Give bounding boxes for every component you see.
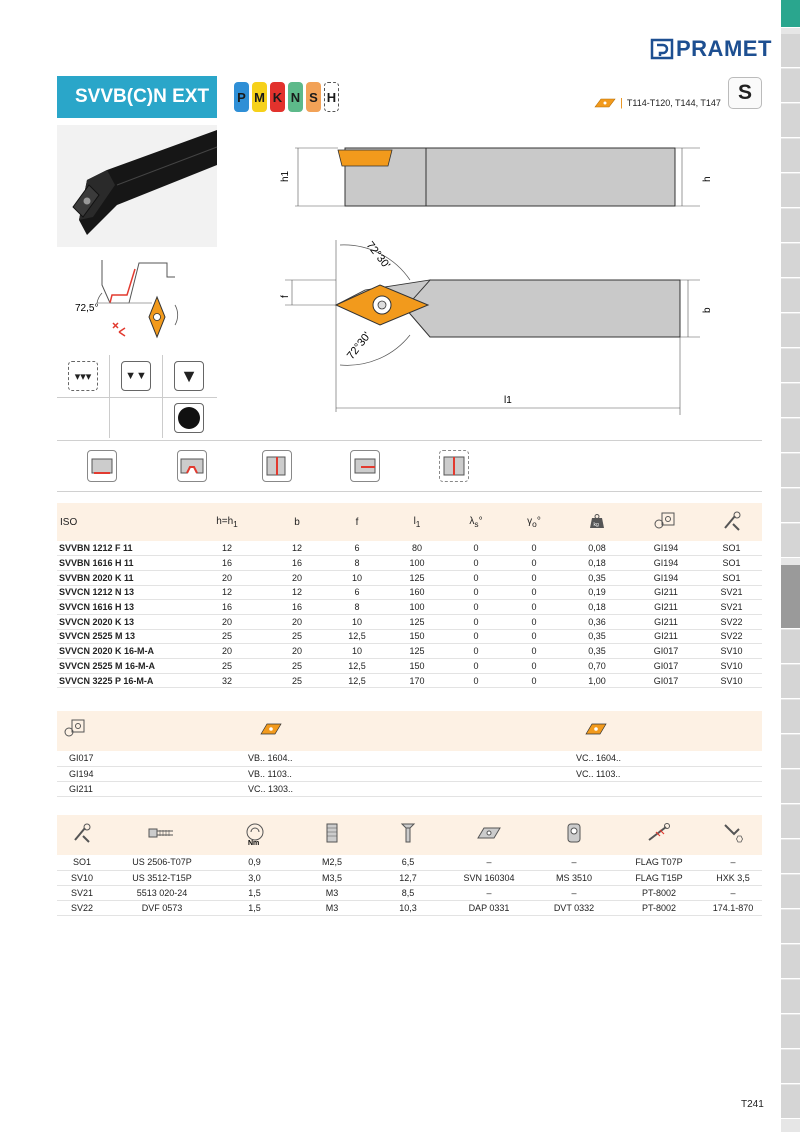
table-cell: 0 — [447, 541, 505, 556]
insert-code: GI017 — [57, 751, 105, 766]
section-tab[interactable] — [781, 805, 800, 839]
table-cell: 0 — [505, 614, 563, 629]
table-cell: 0 — [447, 600, 505, 615]
material-k: K — [270, 82, 285, 112]
table-cell: 25 — [267, 659, 327, 674]
section-tab[interactable] — [781, 630, 800, 664]
table-cell: 0,9 — [217, 855, 292, 870]
dim-l1-label: l1 — [504, 395, 512, 406]
longitudinal-turning-icon — [87, 450, 117, 482]
table-cell: 1,5 — [217, 900, 292, 915]
table-cell: 20 — [267, 644, 327, 659]
table-cell: 0 — [447, 629, 505, 644]
table-cell: 1,5 — [217, 885, 292, 900]
table-cell: US 3512-T15P — [107, 870, 217, 885]
iso-code-cell: SVVCN 1616 H 13 — [57, 600, 187, 615]
table-cell: SO1 — [701, 570, 762, 585]
iso-code-cell: SVVBN 1616 H 11 — [57, 556, 187, 571]
table-cell: 0 — [505, 570, 563, 585]
stable-conditions-icon — [174, 403, 204, 433]
table-cell: GI017 — [631, 673, 701, 688]
weight-unit: kg — [593, 521, 599, 528]
table-cell: 12,5 — [327, 673, 387, 688]
iso-code-cell: SVVCN 2020 K 13 — [57, 614, 187, 629]
table-cell: 160 — [387, 585, 447, 600]
table-cell: 0 — [447, 659, 505, 674]
dim-h1-label: h1 — [280, 170, 291, 182]
table-cell: 10 — [327, 614, 387, 629]
section-tab[interactable] — [781, 489, 800, 523]
table-cell: 6 — [327, 585, 387, 600]
material-s: S — [306, 82, 321, 112]
col-length: $l_1$ — [413, 515, 421, 529]
table-cell: GI017 — [631, 644, 701, 659]
col-insert-seat — [631, 503, 701, 541]
material-groups — [234, 82, 339, 112]
table-cell: 25 — [187, 629, 267, 644]
table-row — [57, 673, 762, 688]
table-cell: GI211 — [631, 629, 701, 644]
material-n: N — [288, 82, 303, 112]
col-inclination: $\lambda_s^\circ$ — [469, 515, 483, 529]
insert-left: VC.. 1303.. — [105, 781, 440, 796]
screw-key-icon — [71, 822, 93, 844]
table-cell: GI194 — [631, 556, 701, 571]
material-p: P — [234, 82, 249, 112]
table-cell: GI194 — [631, 541, 701, 556]
section-tab[interactable] — [781, 945, 800, 979]
table-cell: GI211 — [631, 614, 701, 629]
section-tab[interactable] — [781, 174, 800, 208]
table-cell: 0 — [505, 541, 563, 556]
section-tab[interactable] — [781, 384, 800, 418]
table-row — [57, 870, 762, 885]
insert-code: GI211 — [57, 781, 105, 796]
section-tab[interactable] — [781, 1050, 800, 1084]
iso-code-cell: SVVBN 2020 K 11 — [57, 570, 187, 585]
col-height: $h=h_1$ — [216, 515, 238, 529]
screw-length-icon — [401, 822, 415, 844]
table-cell: 25 — [267, 629, 327, 644]
table-cell: 100 — [387, 600, 447, 615]
brand-name: PRAMET — [676, 36, 772, 61]
table-cell: GI017 — [631, 659, 701, 674]
iso-designation-table — [57, 503, 762, 688]
table-row — [57, 556, 762, 571]
table-cell: SV10 — [701, 659, 762, 674]
table-row — [57, 585, 762, 600]
table-cell: 20 — [187, 570, 267, 585]
table-cell: 10 — [327, 570, 387, 585]
table-cell: 6,5 — [372, 855, 444, 870]
chipbreaker-application-grid — [57, 355, 217, 438]
insert-compatibility-table — [57, 711, 762, 797]
insert-page-reference — [594, 97, 721, 109]
table-cell: 16 — [187, 556, 267, 571]
separator: | — [620, 97, 623, 109]
section-tab[interactable] — [781, 980, 800, 1014]
section-tab[interactable] — [781, 279, 800, 313]
iso-table-body — [57, 541, 762, 688]
table-cell: 125 — [387, 614, 447, 629]
dim-h-label: h — [702, 176, 713, 182]
table-cell: 150 — [387, 659, 447, 674]
section-tab[interactable] — [781, 1015, 800, 1049]
spare-code-cell: SV21 — [57, 885, 107, 900]
table-cell: 10,3 — [372, 900, 444, 915]
insert-code: GI194 — [57, 766, 105, 781]
spare-table-body — [57, 855, 762, 915]
insert-right: VC.. 1604.. — [440, 751, 762, 766]
section-tab[interactable] — [781, 910, 800, 944]
insert-vb-icon — [260, 723, 282, 735]
table-cell: 16 — [187, 600, 267, 615]
table-cell: – — [534, 885, 614, 900]
table-cell: M3 — [292, 900, 372, 915]
table-cell: SO1 — [701, 541, 762, 556]
iso-code-cell: SVVCN 1212 N 13 — [57, 585, 187, 600]
section-tab[interactable] — [781, 1085, 800, 1119]
table-cell: 0 — [447, 556, 505, 571]
angle-bottom-label: 72°30' — [344, 330, 374, 362]
thread-icon — [325, 822, 339, 844]
table-cell: 0 — [447, 673, 505, 688]
table-cell: 25 — [187, 659, 267, 674]
pramet-mark-icon — [651, 38, 673, 60]
col-width: b — [294, 516, 300, 528]
table-cell: 25 — [267, 673, 327, 688]
table-cell: SVN 160304 — [444, 870, 534, 885]
table-cell: 170 — [387, 673, 447, 688]
table-cell: 1,00 — [563, 673, 631, 688]
table-cell: SO1 — [701, 556, 762, 571]
tool-dimension-drawing — [270, 130, 713, 420]
table-cell: 0 — [505, 659, 563, 674]
table-cell: M2,5 — [292, 855, 372, 870]
table-cell: 8 — [327, 600, 387, 615]
shim-icon — [476, 826, 502, 840]
table-row — [57, 855, 762, 870]
table-cell: FLAG T07P — [614, 855, 704, 870]
table-cell: M3 — [292, 885, 372, 900]
table-cell: 174.1-870 — [704, 900, 762, 915]
insert-vc-icon — [585, 723, 607, 735]
table-cell: 0 — [447, 585, 505, 600]
table-cell: 150 — [387, 629, 447, 644]
section-tab[interactable] — [781, 349, 800, 383]
table-cell: GI211 — [631, 585, 701, 600]
table-cell: 0 — [505, 673, 563, 688]
section-tab[interactable] — [781, 735, 800, 769]
insert-left: VB.. 1103.. — [105, 766, 440, 781]
table-cell: SV22 — [701, 614, 762, 629]
spare-parts-icon — [653, 511, 679, 531]
material-h: H — [324, 82, 339, 112]
copying-icon — [350, 450, 380, 482]
spare-code-cell: SV22 — [57, 900, 107, 915]
table-cell: 5513 020-24 — [107, 885, 217, 900]
table-row — [57, 766, 762, 781]
hex-key-icon — [722, 822, 744, 844]
table-cell: 3,0 — [217, 870, 292, 885]
table-cell: 0 — [505, 629, 563, 644]
spare-parts-icon — [63, 718, 89, 740]
table-cell: 80 — [387, 541, 447, 556]
table-header-row — [57, 503, 762, 541]
table-cell: 12,5 — [327, 659, 387, 674]
col-clamping — [701, 503, 762, 541]
table-row — [57, 885, 762, 900]
table-cell: 125 — [387, 644, 447, 659]
table-cell: SV10 — [701, 673, 762, 688]
table-cell: SV10 — [701, 644, 762, 659]
col-rake: $\gamma_o^\circ$ — [527, 515, 541, 529]
roughing-icon: ▼ — [174, 361, 204, 391]
table-cell: – — [704, 855, 762, 870]
table-cell: MS 3510 — [534, 870, 614, 885]
table-cell: 0 — [447, 614, 505, 629]
finishing-icon: ▾▾▾ — [68, 361, 98, 391]
table-cell: 12 — [187, 585, 267, 600]
table-cell: 10 — [327, 644, 387, 659]
section-tab[interactable] — [781, 139, 800, 173]
section-tab[interactable] — [781, 875, 800, 909]
table-cell: 0,36 — [563, 614, 631, 629]
pramet-logo — [651, 36, 772, 62]
table-cell: 8,5 — [372, 885, 444, 900]
section-tab[interactable] — [781, 454, 800, 488]
table-row — [57, 570, 762, 585]
section-tab[interactable] — [781, 244, 800, 278]
section-tab[interactable] — [781, 34, 800, 68]
dim-b-label: b — [702, 307, 713, 313]
table-cell: PT-8002 — [614, 900, 704, 915]
section-tab-strip — [781, 0, 800, 1132]
medium-icon: ▼▼ — [121, 361, 151, 391]
section-tab[interactable] — [781, 840, 800, 874]
iso-code-cell: SVVBN 1212 F 11 — [57, 541, 187, 556]
screw-key-icon — [721, 510, 743, 532]
insert-right: VC.. 1103.. — [440, 766, 762, 781]
torque-icon — [243, 822, 267, 846]
table-cell: SV21 — [701, 600, 762, 615]
table-cell: – — [704, 885, 762, 900]
section-tab-active[interactable] — [781, 565, 800, 629]
table-cell: 0,70 — [563, 659, 631, 674]
table-row — [57, 600, 762, 615]
table-row — [57, 900, 762, 915]
table-cell: HXK 3,5 — [704, 870, 762, 885]
iso-code-cell: SVVCN 3225 P 16-M-A — [57, 673, 187, 688]
table-cell: DVT 0332 — [534, 900, 614, 915]
table-cell: PT-8002 — [614, 885, 704, 900]
col-weight — [563, 503, 631, 541]
table-cell: 20 — [267, 570, 327, 585]
section-tab[interactable] — [781, 209, 800, 243]
col-offset: f — [355, 516, 359, 528]
section-tab[interactable] — [781, 0, 800, 28]
product-title — [57, 76, 217, 118]
shim-screw-icon — [565, 822, 583, 844]
weight-icon — [589, 513, 605, 529]
table-cell: 125 — [387, 570, 447, 585]
iso-code-cell: SVVCN 2525 M 16-M-A — [57, 659, 187, 674]
table-cell: 0 — [447, 570, 505, 585]
table-cell: 12,5 — [327, 629, 387, 644]
table-cell: 0 — [505, 644, 563, 659]
table-row — [57, 614, 762, 629]
insert-shape-icon — [594, 98, 616, 108]
iso-code-cell: SVVCN 2525 M 13 — [57, 629, 187, 644]
table-cell: 6 — [327, 541, 387, 556]
back-turning-icon — [439, 450, 469, 482]
table-row — [57, 541, 762, 556]
page-number: T241 — [741, 1099, 764, 1110]
table-cell: 0 — [447, 644, 505, 659]
table-cell: 0,35 — [563, 644, 631, 659]
table-cell: 16 — [267, 600, 327, 615]
table-cell: 12,7 — [372, 870, 444, 885]
operations-bar — [57, 440, 762, 492]
section-tab[interactable] — [781, 104, 800, 138]
table-cell: 0,08 — [563, 541, 631, 556]
spare-code-cell: SO1 — [57, 855, 107, 870]
table-row — [57, 629, 762, 644]
iso-code-cell: SVVCN 2020 K 16-M-A — [57, 644, 187, 659]
table-cell: 12 — [187, 541, 267, 556]
section-tab[interactable] — [781, 770, 800, 804]
table-cell: – — [444, 885, 534, 900]
table-cell: 0,35 — [563, 629, 631, 644]
insert-left: VB.. 1604.. — [105, 751, 440, 766]
lead-angle-label: 72,5° — [75, 303, 99, 314]
table-cell: – — [534, 855, 614, 870]
table-row — [57, 781, 762, 796]
table-cell: 0,19 — [563, 585, 631, 600]
clamp-screw-icon — [147, 826, 177, 840]
section-tab[interactable] — [781, 524, 800, 558]
table-row — [57, 659, 762, 674]
table-cell: DVF 0573 — [107, 900, 217, 915]
tool-photo — [57, 125, 217, 247]
table-cell: 0,35 — [563, 570, 631, 585]
wrench-key-icon — [646, 822, 672, 844]
table-cell: 16 — [267, 556, 327, 571]
material-badge: S — [728, 77, 762, 109]
table-cell: 20 — [187, 614, 267, 629]
table-cell: FLAG T15P — [614, 870, 704, 885]
approach-angle-diagram — [57, 255, 217, 345]
facing-icon — [262, 450, 292, 482]
table-cell: DAP 0331 — [444, 900, 534, 915]
material-m: M — [252, 82, 267, 112]
spare-parts-table — [57, 815, 762, 916]
insert-right — [440, 781, 762, 796]
section-tab[interactable] — [781, 665, 800, 699]
table-cell: M3,5 — [292, 870, 372, 885]
product-title-text: SVVB(C)N EXT — [75, 86, 210, 107]
table-cell: 0,18 — [563, 600, 631, 615]
section-tab[interactable] — [781, 700, 800, 734]
profiling-icon — [177, 450, 207, 482]
table-row — [57, 751, 762, 766]
dim-f-label: f — [280, 295, 291, 298]
table-cell: 20 — [267, 614, 327, 629]
table-cell: 0 — [505, 556, 563, 571]
table-row — [57, 644, 762, 659]
table-cell: 0 — [505, 585, 563, 600]
table-cell: 100 — [387, 556, 447, 571]
section-tab[interactable] — [781, 419, 800, 453]
table-cell: GI194 — [631, 570, 701, 585]
table-cell: 8 — [327, 556, 387, 571]
col-iso: ISO — [60, 516, 78, 528]
angle-top-label: 72°30' — [363, 239, 393, 272]
torque-unit: Nm — [247, 840, 259, 847]
section-tab[interactable] — [781, 69, 800, 103]
table-cell: 0 — [505, 600, 563, 615]
table-cell: GI211 — [631, 600, 701, 615]
insert-pages: T114-T120, T144, T147 — [626, 98, 721, 108]
section-tab[interactable] — [781, 314, 800, 348]
table-cell: 32 — [187, 673, 267, 688]
table-cell: – — [444, 855, 534, 870]
table-cell: US 2506-T07P — [107, 855, 217, 870]
table-cell: 12 — [267, 585, 327, 600]
table-cell: 20 — [187, 644, 267, 659]
table-cell: 0,18 — [563, 556, 631, 571]
spare-code-cell: SV10 — [57, 870, 107, 885]
table-cell: 12 — [267, 541, 327, 556]
table-cell: SV21 — [701, 585, 762, 600]
table-cell: SV22 — [701, 629, 762, 644]
